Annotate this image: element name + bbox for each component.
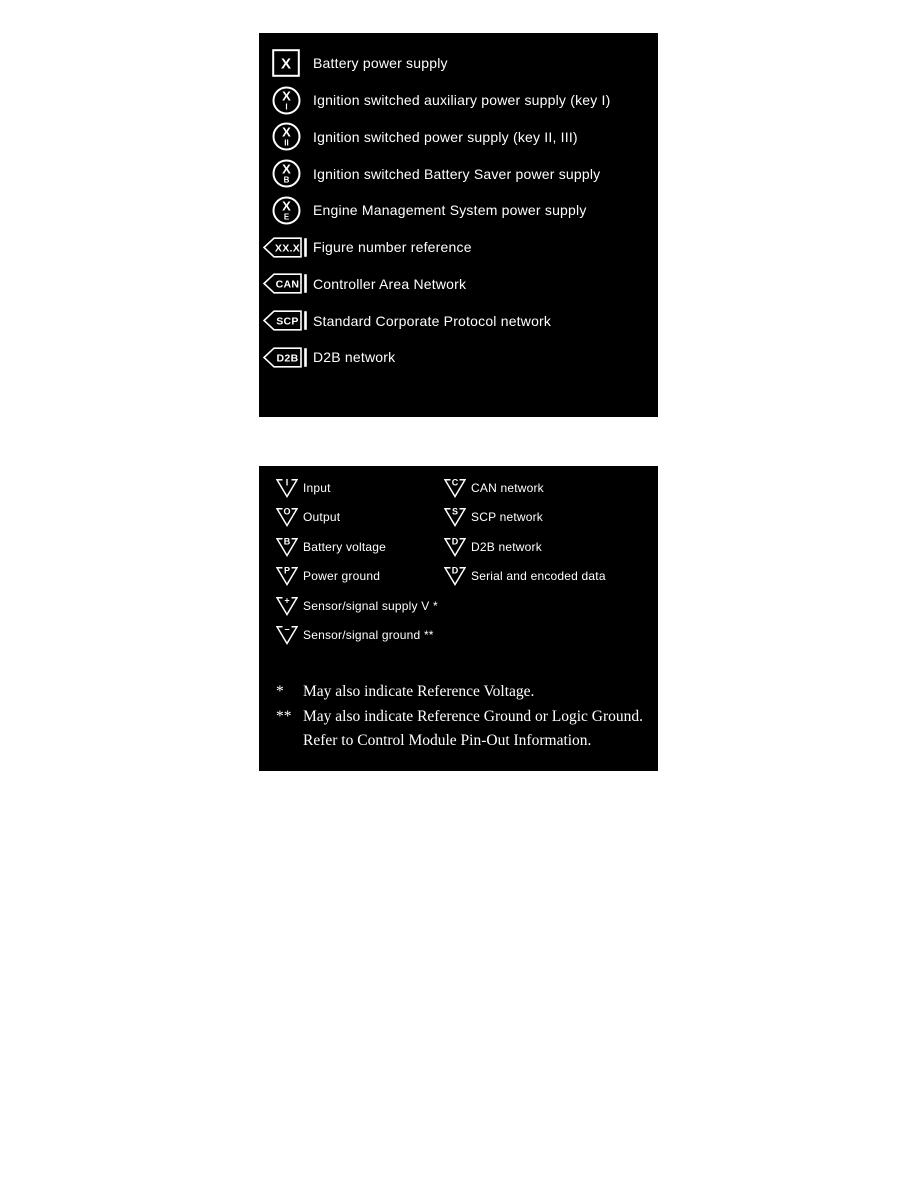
footnote-marker [276,729,303,754]
legend-row-scp-network [444,503,658,533]
sensor-supply-triangle-icon [276,596,303,616]
legend-label: Output [303,510,341,525]
legend-row-scp [259,302,658,339]
footnote-line [276,729,658,754]
legend-label: Battery power supply [313,55,448,72]
legend-label: Controller Area Network [313,275,467,292]
svg-text:−: − [284,625,290,635]
svg-text:P: P [283,566,291,576]
legend-row-input [276,473,444,503]
legend-columns [259,473,658,650]
svg-text:I: I [284,102,288,112]
serial-data-triangle-icon [444,566,471,586]
can-network-triangle-icon [444,478,471,498]
legend-row-sensor-supply [276,591,444,621]
footnote-marker: ** [276,707,292,725]
power-supply-legend-panel [259,33,658,417]
input-triangle-icon [276,478,303,498]
legend-row-ignition-aux [259,82,658,119]
svg-text:E: E [283,212,289,222]
svg-text:XX.X: XX.X [274,241,301,254]
svg-text:II: II [283,138,289,148]
footnote-text: May also indicate Reference Ground or Logic Ground. [303,707,644,725]
svg-text:+: + [284,595,290,606]
svg-text:S: S [451,507,459,517]
footnote-text: May also indicate Reference Voltage. [303,683,535,700]
footnote-line [276,680,658,705]
battery-saver-circle-icon [259,159,313,188]
svg-text:C: C [451,477,459,488]
power-ground-triangle-icon [276,566,303,586]
legend-row-d2b [259,339,658,376]
figure-reference-tag-icon [259,237,313,258]
svg-text:D: D [451,536,459,547]
svg-text:I: I [285,477,289,488]
svg-text:B: B [283,536,291,547]
svg-text:O: O [283,507,291,517]
footnote-text: Refer to Control Module Pin-Out Information. [303,732,592,749]
legend-label: Engine Management System power supply [313,202,587,219]
legend-row-can [259,266,658,303]
legend-row-power-ground [276,562,444,592]
legend-row-battery-saver [259,155,658,192]
legend-column-right [444,473,658,650]
ignition-key23-circle-icon [259,122,313,151]
svg-text:CAN: CAN [275,278,300,291]
battery-voltage-triangle-icon [276,537,303,557]
legend-label: Ignition switched power supply (key II, III) [313,128,578,145]
legend-label: Ignition switched auxiliary power supply (key I) [313,92,611,109]
svg-text:X: X [281,124,291,140]
legend-label: Battery voltage [303,539,387,554]
scp-network-triangle-icon [444,507,471,527]
d2b-network-tag-icon [259,347,313,368]
legend-label: Serial and encoded data [471,569,606,584]
legend-label: D2B network [471,539,542,554]
legend-row-sensor-ground [276,621,444,651]
scp-network-tag-icon [259,310,313,331]
legend-label: Sensor/signal ground ** [303,628,434,643]
can-network-tag-icon [259,273,313,294]
legend-label: Sensor/signal supply V * [303,598,438,613]
legend-label: Ignition switched Battery Saver power supply [313,165,601,182]
legend-row-ignition-key23 [259,119,658,156]
svg-text:D: D [451,566,459,576]
legend-row-figure-reference [259,229,658,266]
legend-row-battery-power [259,45,658,82]
legend-label: SCP network [471,510,544,525]
svg-text:X: X [281,161,291,177]
svg-text:SCP: SCP [276,315,299,328]
footnote-marker: * [276,683,284,700]
pin-symbol-legend-panel [259,466,658,771]
legend-label: Figure number reference [313,239,472,256]
legend-label: Standard Corporate Protocol network [313,312,552,329]
battery-power-square-icon [259,49,313,77]
legend-label: D2B network [313,349,396,366]
ignition-key1-circle-icon [259,86,313,115]
legend-label: Input [303,480,331,495]
legend-row-d2b-network [444,532,658,562]
legend-column-left [259,473,444,650]
svg-text:X: X [281,198,291,214]
legend-label: Power ground [303,569,381,584]
svg-text:X: X [281,88,291,104]
output-triangle-icon [276,507,303,527]
footnote-line [276,705,658,730]
sensor-ground-triangle-icon [276,625,303,645]
svg-text:B: B [283,175,289,185]
legend-row-output [276,503,444,533]
svg-text:D2B: D2B [276,352,299,365]
legend-row-battery-voltage [276,532,444,562]
engine-management-circle-icon [259,196,313,225]
d2b-network-triangle-icon [444,537,471,557]
legend-row-serial-data [444,562,658,592]
legend-row-engine-management [259,192,658,229]
legend-label: CAN network [471,480,544,495]
footnotes [259,680,658,754]
svg-text:X: X [280,55,292,73]
legend-row-can-network [444,473,658,503]
